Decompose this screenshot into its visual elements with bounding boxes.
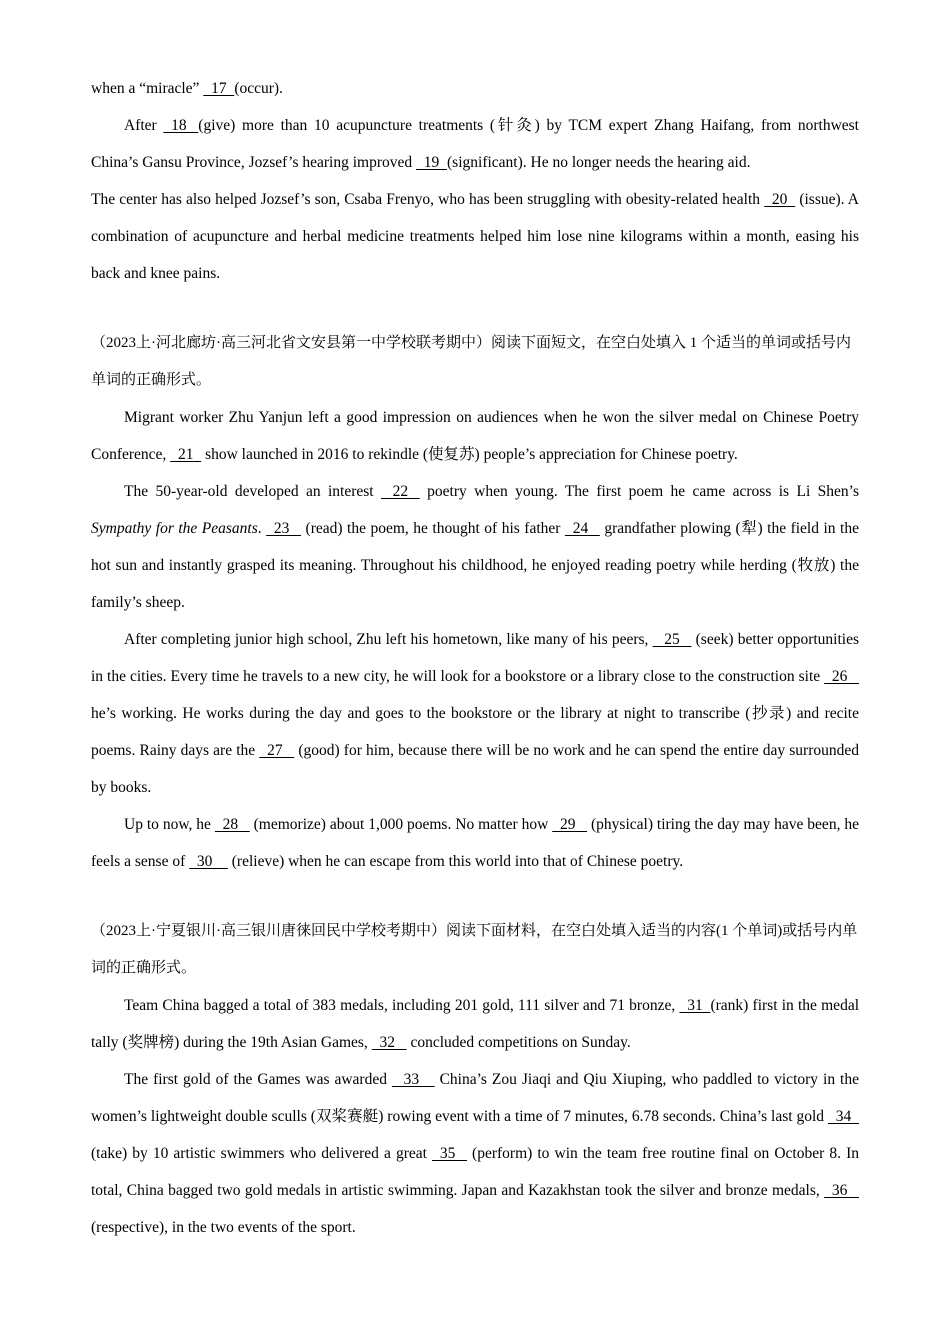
text-run: (seek) better opportunities in the cities. Every time he travels to a new city, he will look for a bookstore or a library close to the construction site <box>91 631 859 685</box>
text-run: Up to now, he <box>124 816 215 833</box>
text-run: Team China bagged a total of 383 medals, including 201 gold, 111 silver and 71 bronze, <box>124 997 680 1014</box>
blank-32[interactable]: 32 <box>371 1034 407 1051</box>
text-run: (occur). <box>234 80 283 97</box>
section3-paragraph-1 <box>91 987 859 1061</box>
blank-36[interactable]: 36 <box>824 1182 859 1199</box>
section2-heading: （2023上·河北廊坊·高三河北省文安县第一中学校联考期中）阅读下面短文，在空白处填入 1 个适当的单词或括号内单词的正确形式。 <box>91 335 851 388</box>
passage1-paragraph-3 <box>91 181 859 292</box>
blank-24[interactable]: 24 <box>564 520 600 537</box>
text-run: (rank) first in the medal tally (奖牌榜) during the 19th Asian Games, <box>91 997 860 1051</box>
blank-26[interactable]: 26 <box>824 668 859 685</box>
section-spacer <box>91 292 859 325</box>
section2-paragraph-1 <box>91 399 859 473</box>
text-run: show launched in 2016 to rekindle (使复苏) people’s appreciation for Chinese poetry. <box>201 446 738 463</box>
text-run: The first gold of the Games was awarded <box>124 1071 392 1088</box>
text-run: when a “miracle” <box>91 80 204 97</box>
text-run: After completing junior high school, Zhu left his hometown, like many of his peers, <box>124 631 653 648</box>
section2-paragraph-2 <box>91 473 859 621</box>
text-run: (good) for him, because there will be no work and he can spend the entire day surrounded by books. <box>91 742 859 796</box>
text-run: China’s Zou Jiaqi and Qiu Xiuping, who paddled to victory in the women’s lightweight double sculls (双桨赛艇) rowing event with a time of 7 minutes, 6.78 seconds. China’s last gold <box>91 1071 859 1125</box>
text-run: . <box>257 520 267 537</box>
text-run: grandfather plowing (犁) the field in the hot sun and instantly grasped its meaning. Throughout his childhood, he enjoyed reading poetry while herding (牧放) the family’s sheep. <box>91 520 859 611</box>
blank-31[interactable]: 31 <box>679 997 711 1014</box>
blank-35[interactable]: 35 <box>432 1145 467 1162</box>
blank-20[interactable]: 20 <box>764 191 796 208</box>
document-page <box>91 70 859 1246</box>
blank-17[interactable]: 17 <box>203 80 235 97</box>
text-run: poetry when young. The first poem he came across is Li Shen’s <box>419 483 859 500</box>
text-run: (significant). He no longer needs the hearing aid. <box>447 154 751 171</box>
blank-27[interactable]: 27 <box>259 742 295 759</box>
text-run: (issue). A combination of acupuncture and herbal medicine treatments helped him lose nine kilograms within a month, easing his back and knee pains. <box>91 191 859 282</box>
blank-30[interactable]: 30 <box>189 853 228 870</box>
section2-paragraph-3 <box>91 621 859 806</box>
text-run: (perform) to win the team free routine final on October 8. In total, China bagged two gold medals in artistic swimming. Japan and Kazakhstan took the silver and bronze medals, <box>91 1145 859 1199</box>
text-run: (take) by 10 artistic swimmers who delivered a great <box>91 1145 433 1162</box>
section3-heading: （2023上·宁夏银川·高三银川唐徕回民中学校考期中）阅读下面材料，在空白处填入适当的内容(1 个单词)或括号内单词的正确形式。 <box>91 923 858 976</box>
passage1-paragraph-2 <box>91 107 859 181</box>
blank-19[interactable]: 19 <box>416 154 448 171</box>
blank-25[interactable]: 25 <box>652 631 692 648</box>
text-run: concluded competitions on Sunday. <box>406 1034 631 1051</box>
blank-29[interactable]: 29 <box>552 816 588 833</box>
passage1-tail-line <box>91 70 859 107</box>
text-run: (respective), in the two events of the sport. <box>91 1219 356 1236</box>
section-spacer <box>91 880 859 913</box>
blank-23[interactable]: 23 <box>266 520 302 537</box>
text-run: The center has also helped Jozsef’s son, Csaba Frenyo, who has been struggling with obesity-related health <box>91 191 765 208</box>
text-run: (read) the poem, he thought of his father <box>301 520 565 537</box>
text-run: Migrant worker Zhu Yanjun left a good impression on audiences when he won the silver medal on Chinese Poetry Conference, <box>91 409 859 463</box>
text-run: After <box>124 117 164 134</box>
text-run: (relieve) when he can escape from this world into that of Chinese poetry. <box>227 853 684 870</box>
text-run: he’s working. He works during the day and goes to the bookstore or the library at night to transcribe (抄录) and recite poems. Rainy days are the <box>91 705 859 759</box>
text-run: (physical) tiring the day may have been, he feels a sense of <box>91 816 859 870</box>
section2-paragraph-4 <box>91 806 859 880</box>
text-run: The 50-year-old developed an interest <box>124 483 381 500</box>
blank-33[interactable]: 33 <box>391 1071 435 1088</box>
blank-28[interactable]: 28 <box>214 816 250 833</box>
section3-paragraph-2 <box>91 1061 859 1246</box>
poem-title: Sympathy for the Peasants <box>91 520 258 537</box>
blank-34[interactable]: 34 <box>828 1108 859 1125</box>
text-run: (memorize) about 1,000 poems. No matter how <box>249 816 553 833</box>
blank-18[interactable]: 18 <box>163 117 199 134</box>
blank-22[interactable]: 22 <box>381 483 420 500</box>
text-run: (give) more than 10 acupuncture treatments (针灸) by TCM expert Zhang Haifang, from northwest China’s Gansu Province, Jozsef’s hearing improved <box>91 117 859 171</box>
blank-21[interactable]: 21 <box>170 446 202 463</box>
